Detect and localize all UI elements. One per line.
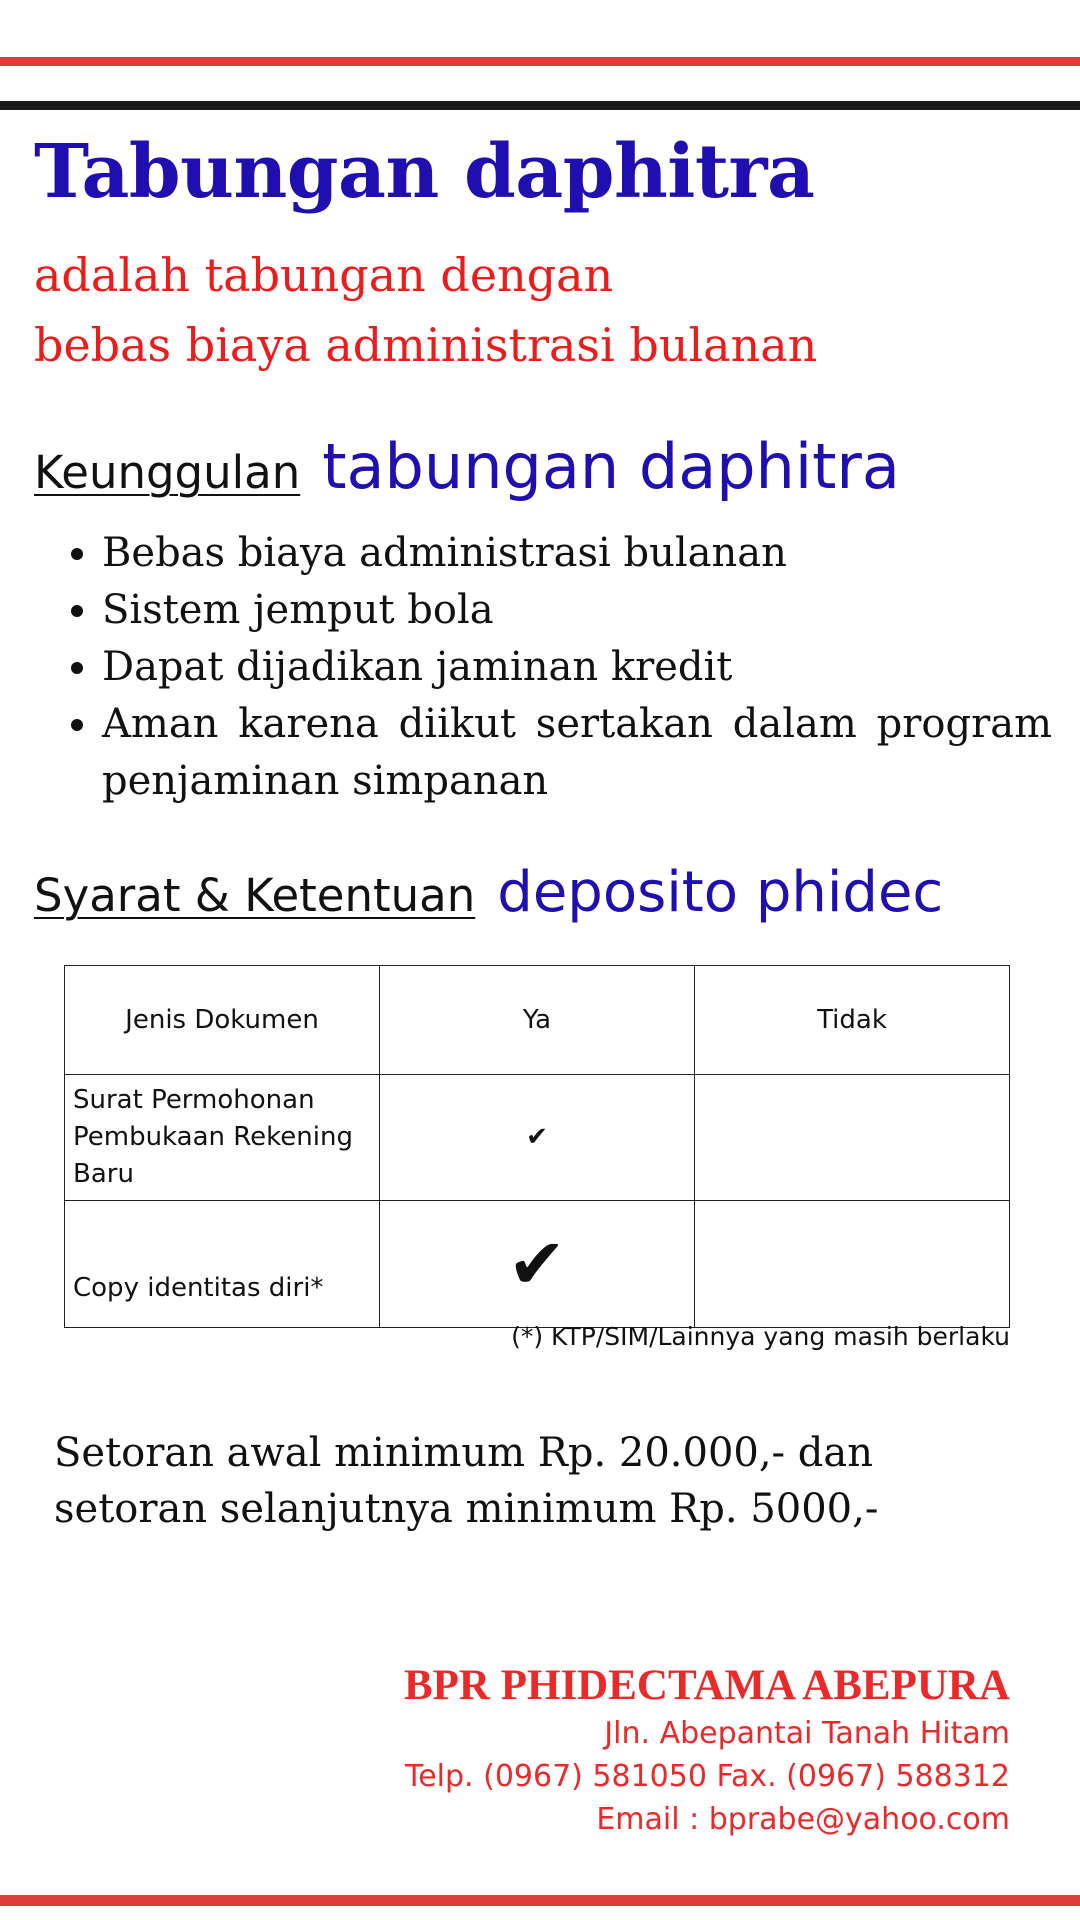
tidak-cell	[695, 1075, 1010, 1201]
checkmark-icon: ✔	[380, 1075, 695, 1201]
benefits-heading-label: Keunggulan	[34, 446, 301, 499]
page-title: Tabungan daphitra	[34, 129, 815, 215]
benefits-heading-accent: tabungan daphitra	[322, 430, 900, 503]
table-row	[65, 1201, 1010, 1328]
subtitle-line-1: adalah tabungan dengan	[34, 248, 614, 302]
bottom-red-rule	[0, 1895, 1080, 1906]
top-red-rule	[0, 57, 1080, 66]
deposit-info	[54, 1425, 878, 1537]
checkmark-icon: ✔	[380, 1201, 695, 1328]
subtitle-line-2: bebas biaya administrasi bulanan	[34, 318, 818, 372]
list-item: • Aman karena diikut sertakan dalam program penjaminan simpanan	[102, 696, 1052, 810]
company-info	[404, 1660, 1010, 1841]
tidak-cell	[695, 1201, 1010, 1328]
benefits-list	[60, 525, 1052, 810]
company-phone: Telp. (0967) 581050 Fax. (0967) 588312	[404, 1759, 1010, 1794]
table-footnote: (*) KTP/SIM/Lainnya yang masih berlaku	[511, 1322, 1010, 1351]
header-tidak: Tidak	[695, 966, 1010, 1075]
table-header-row	[65, 966, 1010, 1075]
subtitle	[34, 240, 817, 380]
deposit-line-1: Setoran awal minimum Rp. 20.000,- dan	[54, 1430, 874, 1476]
list-item: • Dapat dijadikan jaminan kredit	[102, 639, 1052, 696]
table-row	[65, 1075, 1010, 1201]
list-item: • Bebas biaya administrasi bulanan	[102, 525, 1052, 582]
company-email: Email : bprabe@yahoo.com	[596, 1802, 1010, 1837]
header-jenis-dokumen: Jenis Dokumen	[65, 966, 380, 1075]
document-cell: Copy identitas diri*	[65, 1201, 380, 1328]
company-name: BPR PHIDECTAMA ABEPURA	[403, 1662, 1010, 1709]
terms-heading	[34, 860, 943, 925]
deposit-line-2: setoran selanjutnya minimum Rp. 5000,-	[54, 1486, 879, 1532]
terms-heading-label: Syarat & Ketentuan	[34, 869, 476, 922]
document-cell: Surat Permohonan Pembukaan Rekening Baru	[65, 1075, 380, 1201]
top-black-rule	[0, 101, 1080, 110]
documents-table	[64, 965, 1010, 1328]
header-ya: Ya	[380, 966, 695, 1075]
company-address: Jln. Abepantai Tanah Hitam	[604, 1716, 1010, 1751]
benefits-heading	[34, 430, 900, 503]
list-item: • Sistem jemput bola	[102, 582, 1052, 639]
terms-heading-accent: deposito phidec	[497, 860, 944, 925]
